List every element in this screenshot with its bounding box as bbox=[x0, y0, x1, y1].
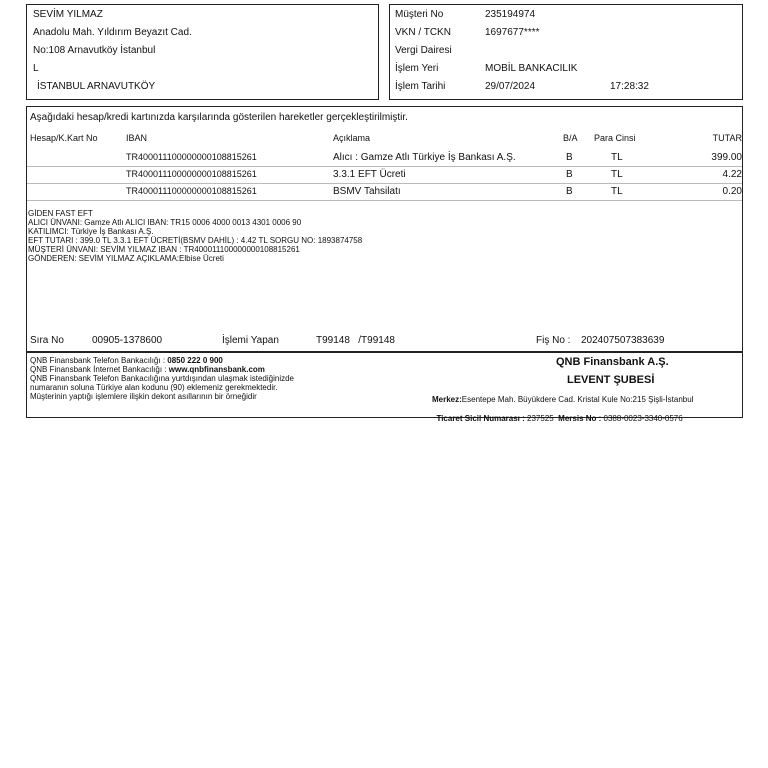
islem-tarihi-label: İşlem Tarihi bbox=[395, 81, 446, 92]
mersis-label: Mersis No : bbox=[553, 414, 604, 423]
row2-aciklama: 3.3.1 EFT Ücreti bbox=[333, 169, 406, 180]
row2-iban: TR400011100000000108815261 bbox=[126, 169, 257, 179]
islem-yeri-label: İşlem Yeri bbox=[395, 63, 439, 74]
row1-ba: B bbox=[566, 152, 573, 163]
musteri-no-label: Müşteri No bbox=[395, 9, 444, 20]
sicil-label: Ticaret Sicil Numarası : bbox=[436, 414, 528, 423]
row3-para: TL bbox=[611, 186, 623, 197]
footer-web-line bbox=[30, 365, 265, 374]
branch-name: LEVENT ŞUBESİ bbox=[567, 374, 655, 386]
footer-web-link[interactable]: www.qnbfinansbank.com bbox=[168, 365, 265, 374]
header-ba: B/A bbox=[563, 133, 578, 143]
row2-ba: B bbox=[566, 169, 573, 180]
customer-address-line1: Anadolu Mah. Yıldırım Beyazıt Cad. bbox=[33, 27, 192, 38]
footer-phone-line bbox=[30, 356, 223, 365]
header-aciklama: Açıklama bbox=[333, 133, 371, 143]
header-hesap: Hesap/K.Kart No bbox=[30, 133, 98, 143]
footer-phone-number: 0850 222 0 900 bbox=[167, 356, 223, 365]
vkn-label: VKN / TCKN bbox=[395, 27, 451, 38]
row3-iban: TR400011100000000108815261 bbox=[126, 186, 257, 196]
fis-no-value: 202407507383639 bbox=[581, 335, 665, 346]
detail-line-6: GÖNDEREN: SEVİM YILMAZ AÇIKLAMA:Elbise Ücreti bbox=[28, 254, 224, 263]
islem-saati-value: 17:28:32 bbox=[610, 81, 649, 92]
row3-tutar: 0.20 bbox=[722, 186, 742, 197]
row2-tutar: 4.22 bbox=[722, 169, 742, 180]
row1-divider bbox=[27, 166, 742, 167]
sicil-value: 237525 bbox=[527, 414, 554, 423]
footer-line-4: numaranın soluna Türkiye alan kodunu (90) eklemeniz gerekmektedir. bbox=[30, 383, 278, 392]
vkn-value: 1697677**** bbox=[485, 27, 540, 38]
customer-city: İSTANBUL ARNAVUTKÖY bbox=[37, 81, 156, 92]
row1-iban: TR400011100000000108815261 bbox=[126, 152, 257, 162]
sira-no-value: 00905-1378600 bbox=[92, 335, 163, 346]
musteri-no-value: 235194974 bbox=[485, 9, 536, 20]
detail-line-3: KATILIMCI: Türkiye İş Bankası A.Ş. bbox=[28, 227, 154, 236]
sira-no-label: Sıra No bbox=[30, 335, 64, 346]
row3-divider bbox=[27, 200, 742, 201]
merkez-label: Merkez: bbox=[432, 395, 462, 404]
customer-address-line3: L bbox=[33, 63, 39, 74]
detail-line-1: GİDEN FAST EFT bbox=[28, 209, 93, 218]
islemi-yapan-value: T99148 /T99148 bbox=[316, 335, 395, 346]
customer-address-line2: No:108 Arnavutköy İstanbul bbox=[33, 45, 156, 56]
customer-name: SEVİM YILMAZ bbox=[33, 9, 103, 20]
bank-name: QNB Finansbank A.Ş. bbox=[556, 356, 669, 368]
row1-para: TL bbox=[611, 152, 623, 163]
detail-line-5: MÜŞTERİ ÜNVANI: SEVİM YILMAZ IBAN : TR400011100000000108815261 bbox=[28, 245, 300, 254]
header-para-cinsi: Para Cinsi bbox=[594, 133, 636, 143]
intro-text: Aşağıdaki hesap/kredi kartınızda karşılarında gösterilen hareketler gerçekleştirilmiştir. bbox=[30, 112, 408, 123]
footer-line-5: Müşterinin yaptığı işlemlere ilişkin dekont asıllarının bir örneğidir bbox=[30, 392, 257, 401]
row1-tutar: 399.00 bbox=[711, 152, 742, 163]
vergi-dairesi-label: Vergi Dairesi bbox=[395, 45, 452, 56]
row3-aciklama: BSMV Tahsilatı bbox=[333, 186, 401, 197]
fis-no-label: Fiş No : bbox=[536, 335, 571, 346]
row2-para: TL bbox=[611, 169, 623, 180]
footer-phone-label: QNB Finansbank Telefon Bankacılığı : bbox=[30, 356, 168, 365]
detail-line-2: ALICI ÜNVANI: Gamze Atlı ALICI IBAN: TR15 0006 4000 0013 4301 0006 90 bbox=[28, 218, 302, 227]
islem-tarihi-value: 29/07/2024 bbox=[485, 81, 536, 92]
header-tutar: TUTAR bbox=[712, 133, 742, 143]
footer-web-label: QNB Finansbank İnternet Bankacılığı : bbox=[30, 365, 169, 374]
islemi-yapan-label: İşlemi Yapan bbox=[222, 335, 279, 346]
mersis-value: 0388-0023-3340-0576 bbox=[603, 414, 683, 423]
row1-aciklama: Alıcı : Gamze Atlı Türkiye İş Bankası A.Ş. bbox=[333, 152, 516, 163]
detail-line-4: EFT TUTARI : 399.0 TL 3.3.1 EFT ÜCRETİ(BSMV DAHİL) : 4.42 TL SORGU NO: 1893874758 bbox=[28, 236, 363, 245]
header-iban: IBAN bbox=[126, 133, 148, 143]
row3-ba: B bbox=[566, 186, 573, 197]
merkez-address: Esentepe Mah. Büyükdere Cad. Kristal Kule No:215 Şişli-İstanbul bbox=[461, 395, 694, 404]
row2-divider bbox=[27, 183, 742, 184]
merkez-line bbox=[432, 395, 693, 404]
footer-line-3: QNB Finansbank Telefon Bankacılığına yurtdışından ulaşmak istediğinizde bbox=[30, 374, 295, 383]
sicil-line bbox=[432, 405, 683, 423]
islem-yeri-value: MOBİL BANKACILIK bbox=[485, 63, 578, 74]
